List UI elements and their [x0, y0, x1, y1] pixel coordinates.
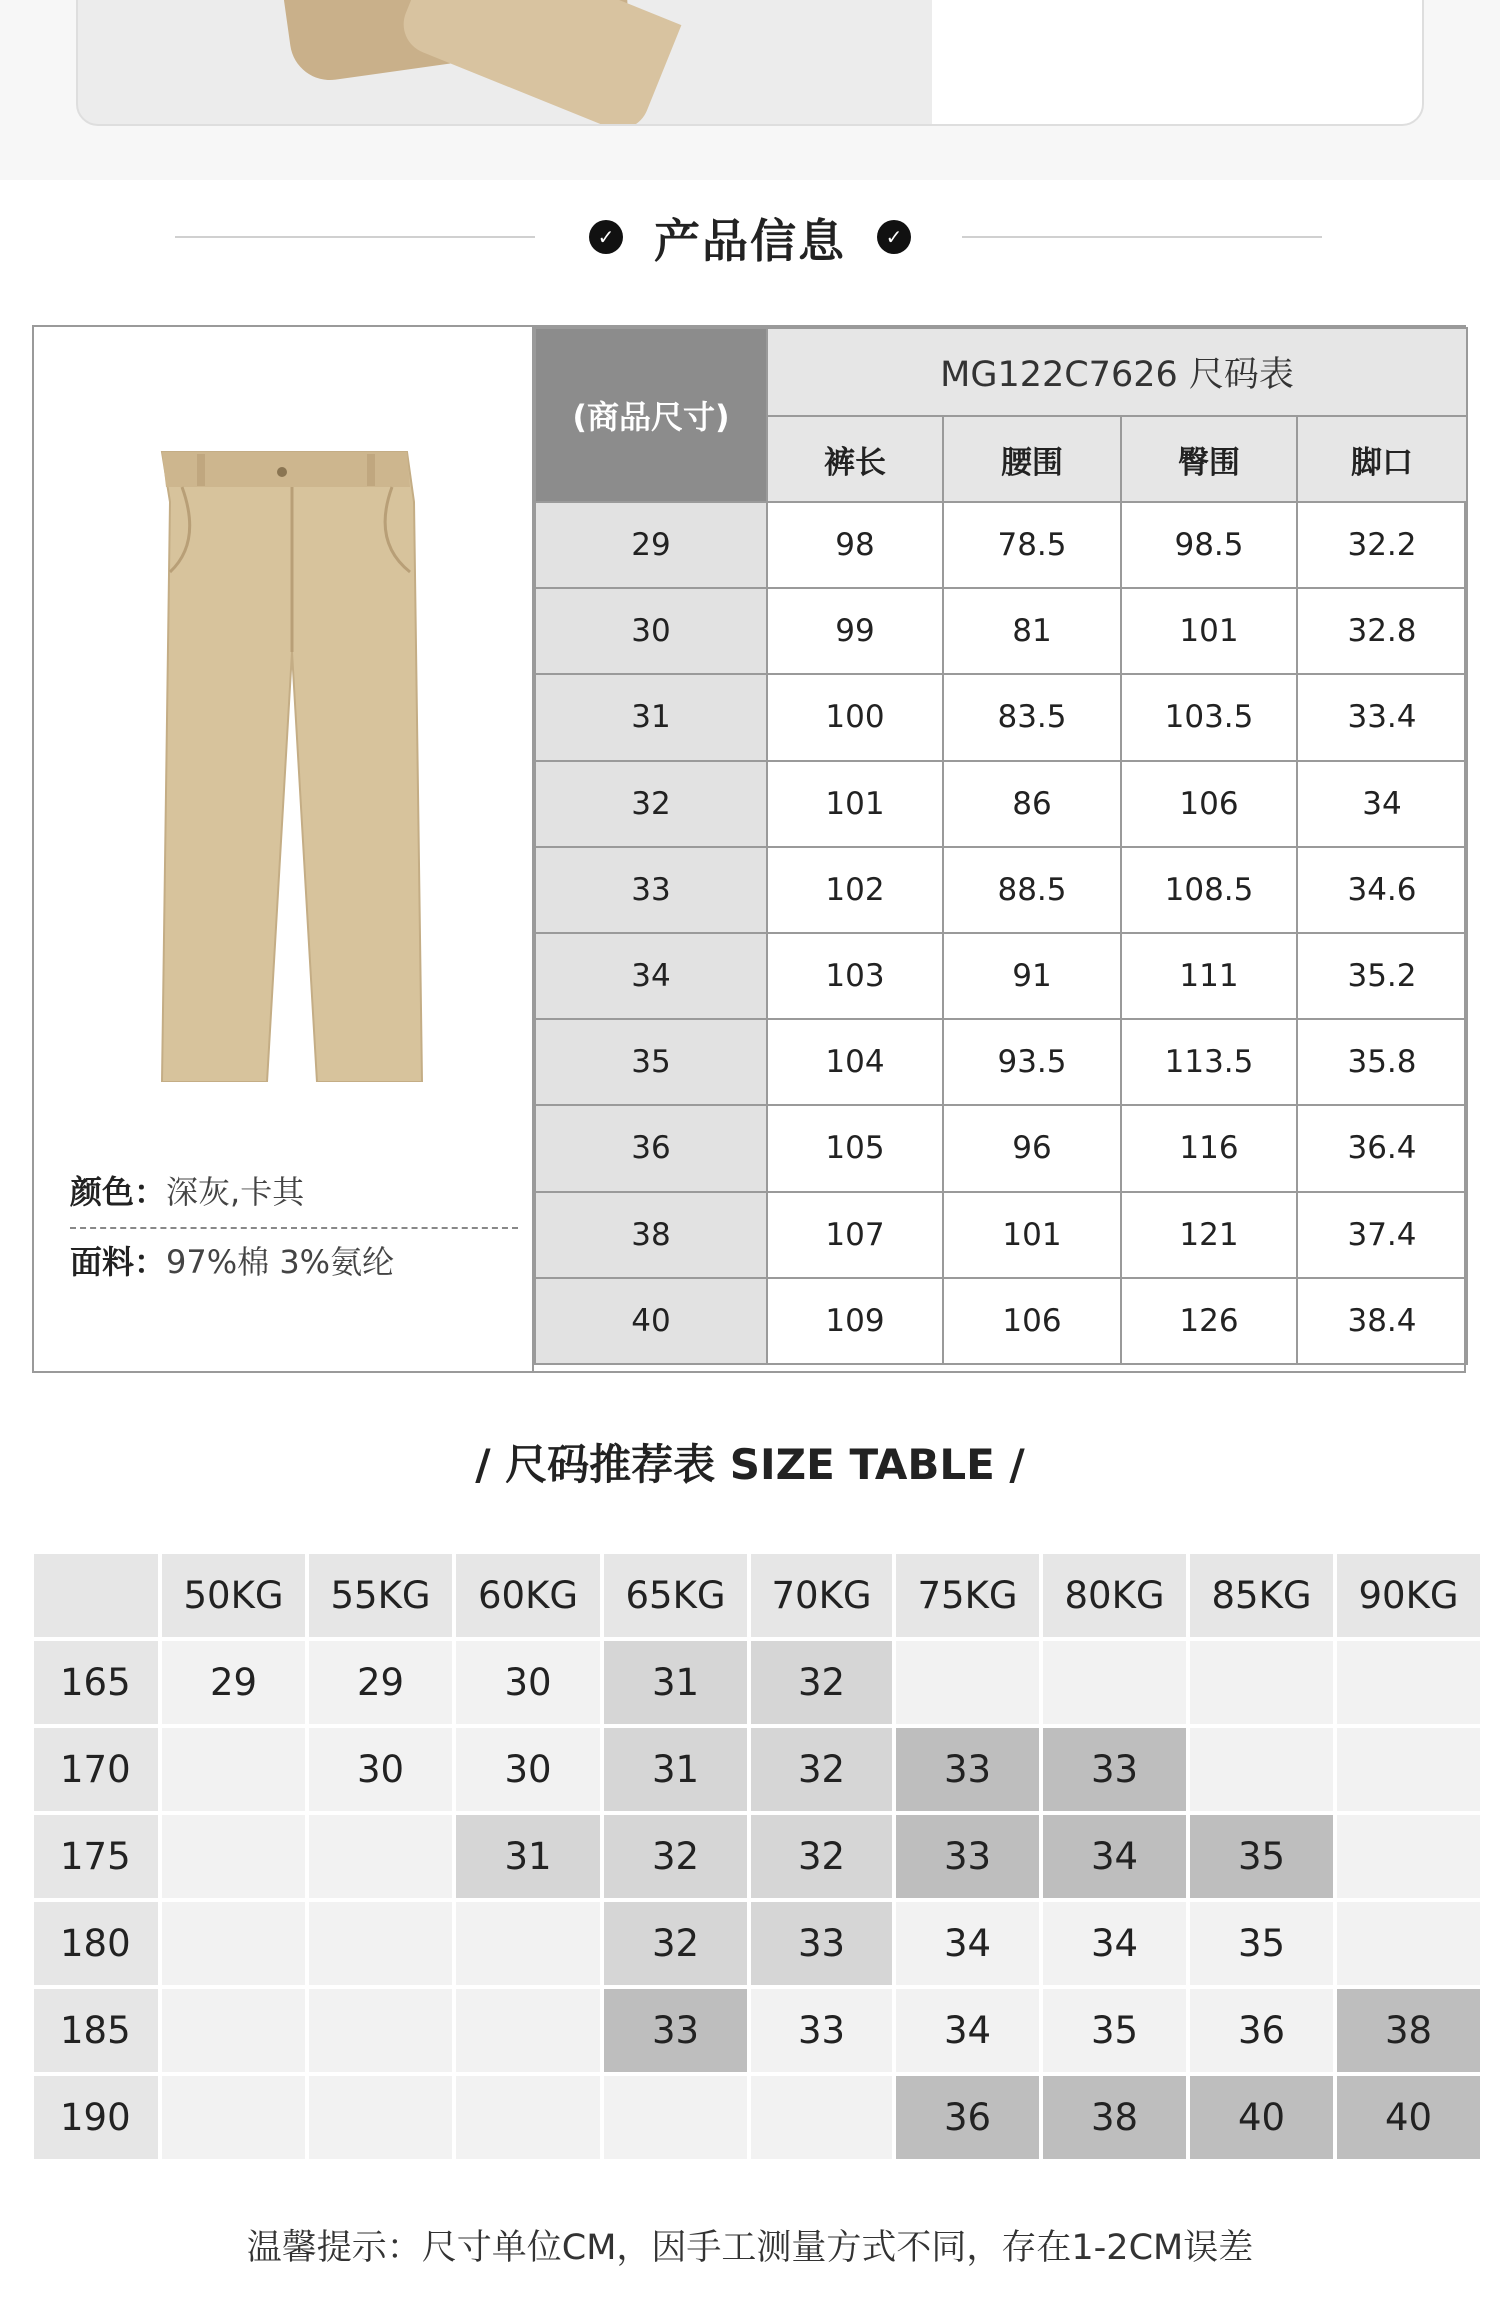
measurement-value: 88.5 [943, 847, 1121, 933]
size-label: 34 [535, 933, 767, 1019]
recommended-size-cell [456, 1989, 600, 2072]
weight-header: 90KG [1337, 1554, 1480, 1637]
height-label: 180 [34, 1902, 158, 1985]
recommended-size-cell [309, 1815, 452, 1898]
size-row [535, 674, 1467, 760]
measurement-value: 81 [943, 588, 1121, 674]
weight-header: 65KG [604, 1554, 747, 1637]
height-row [34, 1902, 1480, 1985]
measurement-value: 78.5 [943, 502, 1121, 588]
measurement-column-header: 脚口 [1297, 416, 1467, 502]
recommended-size-cell: 32 [751, 1728, 892, 1811]
section-title: 产品信息 [654, 214, 846, 268]
recommended-size-cell: 30 [456, 1728, 600, 1811]
measurement-value: 37.4 [1297, 1192, 1467, 1278]
recommended-size-cell [162, 1989, 305, 2072]
recommended-size-cell: 34 [896, 1989, 1039, 2072]
size-chart-title: MG122C7626 尺码表 [767, 328, 1467, 416]
height-label: 170 [34, 1728, 158, 1811]
measurement-value: 103.5 [1121, 674, 1297, 760]
measurement-value: 96 [943, 1105, 1121, 1191]
recommended-size-cell: 31 [456, 1815, 600, 1898]
recommended-size-cell: 29 [162, 1641, 305, 1724]
recommended-size-cell [162, 1728, 305, 1811]
color-value: 深灰,卡其 [166, 1173, 305, 1211]
height-label: 165 [34, 1641, 158, 1724]
height-row [34, 1989, 1480, 2072]
measurement-column-header: 臀围 [1121, 416, 1297, 502]
measurement-value: 99 [767, 588, 943, 674]
measurement-value: 126 [1121, 1278, 1297, 1364]
recommended-size-cell: 31 [604, 1641, 747, 1724]
measurement-value: 101 [767, 761, 943, 847]
recommended-size-cell: 36 [1190, 1989, 1333, 2072]
recommended-size-cell: 33 [1043, 1728, 1186, 1811]
check-circle-icon: ✓ [589, 220, 623, 254]
recommended-size-cell: 35 [1043, 1989, 1186, 2072]
measurement-value: 35.2 [1297, 933, 1467, 1019]
recommended-size-cell [1190, 1728, 1333, 1811]
weight-header: 75KG [896, 1554, 1039, 1637]
color-label: 颜色： [70, 1173, 167, 1211]
recommended-size-cell: 34 [1043, 1815, 1186, 1898]
weight-header: 50KG [162, 1554, 305, 1637]
recommended-size-cell [456, 1902, 600, 1985]
recommended-size-cell: 40 [1190, 2076, 1333, 2159]
measurement-value: 121 [1121, 1192, 1297, 1278]
recommended-size-cell [604, 2076, 747, 2159]
recommended-size-cell [1190, 1641, 1333, 1724]
size-label: 35 [535, 1019, 767, 1105]
product-photo [76, 0, 1424, 126]
recommended-size-cell: 38 [1043, 2076, 1186, 2159]
measurement-value: 35.8 [1297, 1019, 1467, 1105]
size-label: 33 [535, 847, 767, 933]
size-row [535, 1192, 1467, 1278]
measurement-value: 98.5 [1121, 502, 1297, 588]
size-label: 32 [535, 761, 767, 847]
measurement-value: 109 [767, 1278, 943, 1364]
height-row [34, 1815, 1480, 1898]
recommended-size-cell [1043, 1641, 1186, 1724]
product-info-box [32, 325, 1466, 1373]
recommended-size-cell [751, 2076, 892, 2159]
section-header [0, 200, 1500, 270]
measurement-value: 98 [767, 502, 943, 588]
height-label: 175 [34, 1815, 158, 1898]
product-photo-strip [0, 0, 1500, 180]
height-label: 185 [34, 1989, 158, 2072]
size-label: 29 [535, 502, 767, 588]
recommended-size-cell: 34 [1043, 1902, 1186, 1985]
measurement-value: 91 [943, 933, 1121, 1019]
size-row [535, 588, 1467, 674]
weight-header: 85KG [1190, 1554, 1333, 1637]
measurement-value: 102 [767, 847, 943, 933]
recommended-size-cell [1337, 1728, 1480, 1811]
weight-header: 70KG [751, 1554, 892, 1637]
recommended-size-cell: 34 [896, 1902, 1039, 1985]
recommended-size-cell: 38 [1337, 1989, 1480, 2072]
size-row [535, 847, 1467, 933]
height-row [34, 1728, 1480, 1811]
recommended-size-cell: 30 [309, 1728, 452, 1811]
product-summary-panel [34, 327, 534, 1371]
weight-header: 60KG [456, 1554, 600, 1637]
header-divider-left [175, 236, 535, 238]
recommended-size-cell: 35 [1190, 1815, 1333, 1898]
measurement-value: 106 [943, 1278, 1121, 1364]
measurement-value: 34.6 [1297, 847, 1467, 933]
size-label: 36 [535, 1105, 767, 1191]
size-row [535, 761, 1467, 847]
recommended-size-cell [456, 2076, 600, 2159]
recommended-size-cell: 33 [896, 1815, 1039, 1898]
height-row [34, 1641, 1480, 1724]
color-info [70, 1167, 304, 1213]
recommended-size-cell: 33 [896, 1728, 1039, 1811]
measurement-value: 106 [1121, 761, 1297, 847]
measurement-value: 107 [767, 1192, 943, 1278]
size-row [535, 1278, 1467, 1364]
fabric-label: 面料： [70, 1243, 167, 1281]
recommended-size-cell [1337, 1641, 1480, 1724]
size-chart-table [534, 327, 1468, 1365]
recommended-size-cell [1337, 1815, 1480, 1898]
measurement-value: 101 [943, 1192, 1121, 1278]
measurement-value: 116 [1121, 1105, 1297, 1191]
measurement-column-header: 腰围 [943, 416, 1121, 502]
recommended-size-cell [309, 1902, 452, 1985]
fabric-info [70, 1237, 394, 1283]
size-label: 38 [535, 1192, 767, 1278]
recommended-size-cell: 40 [1337, 2076, 1480, 2159]
recommended-size-cell: 35 [1190, 1902, 1333, 1985]
measurement-value: 111 [1121, 933, 1297, 1019]
recommended-size-cell [309, 2076, 452, 2159]
header-divider-right [962, 236, 1322, 238]
recommended-size-cell [162, 1815, 305, 1898]
measurement-value: 93.5 [943, 1019, 1121, 1105]
height-row [34, 2076, 1480, 2159]
dashed-divider [70, 1227, 518, 1229]
measurement-value: 103 [767, 933, 943, 1019]
recommended-size-cell: 29 [309, 1641, 452, 1724]
measurement-value: 32.2 [1297, 502, 1467, 588]
measurement-value: 32.8 [1297, 588, 1467, 674]
recommended-size-cell [162, 1902, 305, 1985]
recommended-size-cell: 32 [604, 1902, 747, 1985]
fabric-value: 97%棉 3%氨纶 [166, 1243, 395, 1281]
recommended-size-cell: 33 [751, 1902, 892, 1985]
recommended-size-cell [1337, 1902, 1480, 1985]
measurement-value: 100 [767, 674, 943, 760]
recommended-size-cell: 33 [604, 1989, 747, 2072]
recommended-size-cell [896, 1641, 1039, 1724]
recommended-size-cell [162, 2076, 305, 2159]
measurement-value: 113.5 [1121, 1019, 1297, 1105]
recommended-size-cell: 30 [456, 1641, 600, 1724]
measurement-value: 34 [1297, 761, 1467, 847]
recommended-size-cell: 36 [896, 2076, 1039, 2159]
weight-header: 55KG [309, 1554, 452, 1637]
measurement-value: 104 [767, 1019, 943, 1105]
measurement-value: 38.4 [1297, 1278, 1467, 1364]
recommended-size-cell: 32 [751, 1815, 892, 1898]
height-label: 190 [34, 2076, 158, 2159]
pants-illustration [142, 442, 442, 1082]
weight-header: 80KG [1043, 1554, 1186, 1637]
measurement-value: 108.5 [1121, 847, 1297, 933]
size-row [535, 1105, 1467, 1191]
size-label: 30 [535, 588, 767, 674]
check-circle-icon: ✓ [877, 220, 911, 254]
size-recommendation-table [30, 1550, 1484, 2163]
measurement-value: 36.4 [1297, 1105, 1467, 1191]
photo-background-panel [932, 0, 1422, 124]
recommended-size-cell: 33 [751, 1989, 892, 2072]
recommended-size-cell: 32 [751, 1641, 892, 1724]
measurement-value: 86 [943, 761, 1121, 847]
table-corner [34, 1554, 158, 1637]
size-row [535, 502, 1467, 588]
size-row [535, 1019, 1467, 1105]
weight-header-row [34, 1554, 1480, 1637]
measurement-value: 33.4 [1297, 674, 1467, 760]
size-column-header: (商品尺寸) [535, 328, 767, 502]
recommended-size-cell [309, 1989, 452, 2072]
measurement-tip: 温馨提示：尺寸单位CM，因手工测量方式不同，存在1-2CM误差 [246, 2228, 1254, 2268]
size-recommendation-title: / 尺码推荐表 SIZE TABLE / [475, 1440, 1025, 1489]
measurement-value: 105 [767, 1105, 943, 1191]
size-row [535, 933, 1467, 1019]
measurement-value: 101 [1121, 588, 1297, 674]
measurement-value: 83.5 [943, 674, 1121, 760]
measurement-column-header: 裤长 [767, 416, 943, 502]
size-label: 31 [535, 674, 767, 760]
size-label: 40 [535, 1278, 767, 1364]
recommended-size-cell: 32 [604, 1815, 747, 1898]
recommended-size-cell: 31 [604, 1728, 747, 1811]
